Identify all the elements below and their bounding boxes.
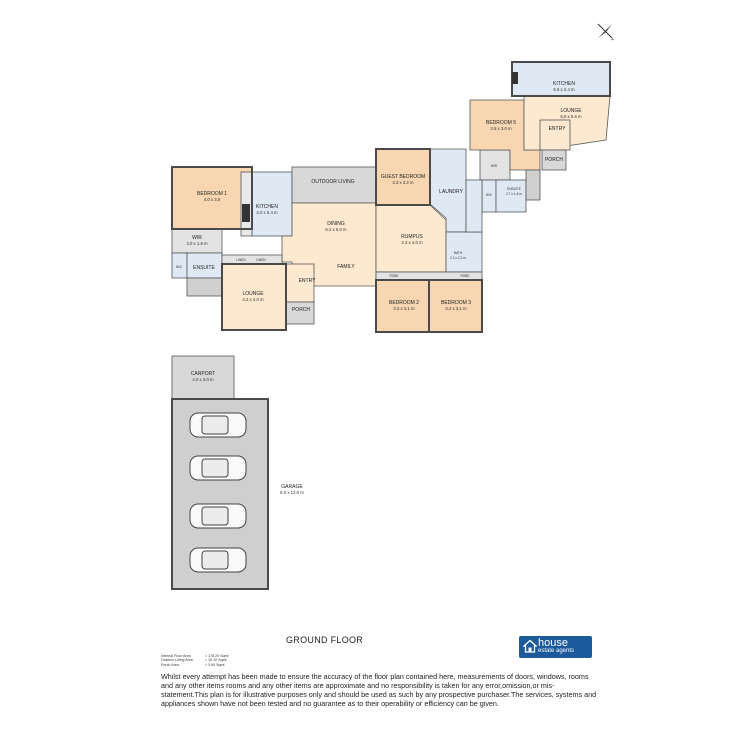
north-arrow-icon (594, 20, 616, 42)
car-icon (190, 413, 246, 437)
bedroom3-label: BEDROOM 3 (440, 300, 472, 306)
kitchen-flat-dims: 5.5 x 2.4 m (553, 87, 575, 92)
kitchen-main-dims: 3.0 x 5.4 m (256, 210, 278, 215)
garage-label: GARAGE (281, 484, 303, 490)
brand-subtitle: estate agents (538, 648, 575, 654)
bedroom2-dims: 3.2 x 3.1 m (393, 306, 415, 311)
brand-name: house (538, 637, 568, 649)
robe2-label: ROBE (460, 274, 470, 278)
wc-right-label: W/C (485, 193, 493, 197)
area-label: Internal Floor Area (161, 654, 191, 658)
wir-right-label: WIR (490, 164, 498, 168)
flat-wall-ext (526, 170, 540, 200)
outdoor-living-room (292, 167, 376, 203)
ensuite-left-label: ENSUITE (193, 265, 215, 271)
entry-main-label: ENTRY (298, 278, 316, 284)
wir-left-label: WIR (192, 235, 202, 241)
car-icon (190, 504, 246, 528)
area-label: Porch Area (161, 662, 179, 667)
floor-title: GROUND FLOOR (286, 635, 364, 645)
brand-logo (519, 636, 592, 658)
rumpus-label: RUMPUS (401, 234, 423, 240)
ensuite-left-wall (187, 278, 222, 296)
guest-bedroom-label: GUEST BEDROOM (380, 174, 426, 180)
rumpus-dims: 4.3 x 4.0 m (401, 240, 423, 245)
bedroom1-label: BEDROOM 1 (196, 191, 228, 197)
bath-label: BATH (453, 251, 463, 255)
ensuite-right-dims: 2.7 x 1.8 m (506, 192, 522, 196)
garage-dims: 8.0 x 12.0 m (280, 490, 304, 495)
robe1-label: ROBE (389, 274, 399, 278)
cooktop-icon (242, 204, 250, 222)
wir-left-dims: 3.0 x 1.8 m (186, 241, 208, 246)
carport-dims: 4.0 x 3.0 m (192, 377, 214, 382)
outdoor-living-label: OUTDOOR LIVING (311, 179, 355, 185)
porch-flat-label: PORCH (544, 157, 564, 163)
area-row (161, 663, 228, 667)
bath-dims: 2.2 x 2.2 m (450, 256, 466, 260)
guest-bedroom-dims: 3.3 x 3.2 m (392, 180, 414, 185)
flat-cooktop-icon (512, 72, 518, 84)
area-label: Outdoor Living Area (161, 658, 193, 663)
ensuite-right-label: ENSUITE (507, 187, 521, 191)
disclaimer-text: Whilst every attempt has been made to ensure the accuracy of the floor plan contained here, measurements of doors, windows, rooms and any other items rooms and any other items are approximate and no responsibility is taken for any error,omission,or mis-statement.This plan is for illustrative purposes only and should be used as such by any prospective purchaser.The services, systems and appliances shown have not been tested and no guarantee as to their operability or efficiency can be given. (161, 672, 597, 708)
svg-text:+: + (611, 37, 614, 42)
dining-dims: 5.2 x 5.0 m (325, 227, 347, 232)
wc-left-label: W/C (175, 265, 183, 269)
bedroom5-dims: 3.5 x 3.0 m (490, 126, 512, 131)
car-icon (190, 548, 246, 572)
kitchen-flat-label: KITCHEN (553, 81, 575, 87)
linen-strip (222, 255, 282, 264)
bath-room (446, 232, 482, 272)
porch-main-label: PORCH (291, 307, 311, 313)
bedroom2-label: BEDROOM 2 (388, 300, 420, 306)
laundry-label: LAUNDRY (439, 189, 463, 195)
entry-flat-room (540, 120, 570, 150)
lounge-flat-label: LOUNGE (560, 108, 582, 114)
bedroom3-dims: 3.2 x 3.1 m (445, 306, 467, 311)
kitchen-main-label: KITCHEN (256, 204, 278, 210)
area-value: = 178.20 Sqmt (205, 654, 229, 658)
hall-right (466, 180, 482, 232)
linen2-label: LINEN (256, 258, 266, 262)
house-icon (523, 639, 537, 653)
carport-label: CARPORT (190, 371, 216, 377)
entry-flat-label: ENTRY (548, 126, 566, 132)
lounge-main-label: LOUNGE (242, 291, 264, 297)
linen1-label: LINEN (236, 258, 246, 262)
car-icon (190, 456, 246, 480)
lounge-main-dims: 4.2 x 4.0 m (242, 297, 264, 302)
dining-label: DINING (327, 221, 345, 227)
bedroom5-label: BEDROOM 5 (485, 120, 517, 126)
family-label: FAMILY (337, 264, 355, 270)
area-value: = 3.90 Sqmt (205, 662, 225, 667)
lounge-flat-dims: 5.6 x 5.6 m (560, 114, 582, 119)
porch-main-room (286, 302, 314, 324)
area-value: = 10.10 Sqmt (205, 658, 227, 663)
bedroom1-dims: 4.0 x 3.8 (203, 197, 221, 202)
area-summary (161, 654, 228, 667)
ensuite-right-room (496, 180, 526, 212)
